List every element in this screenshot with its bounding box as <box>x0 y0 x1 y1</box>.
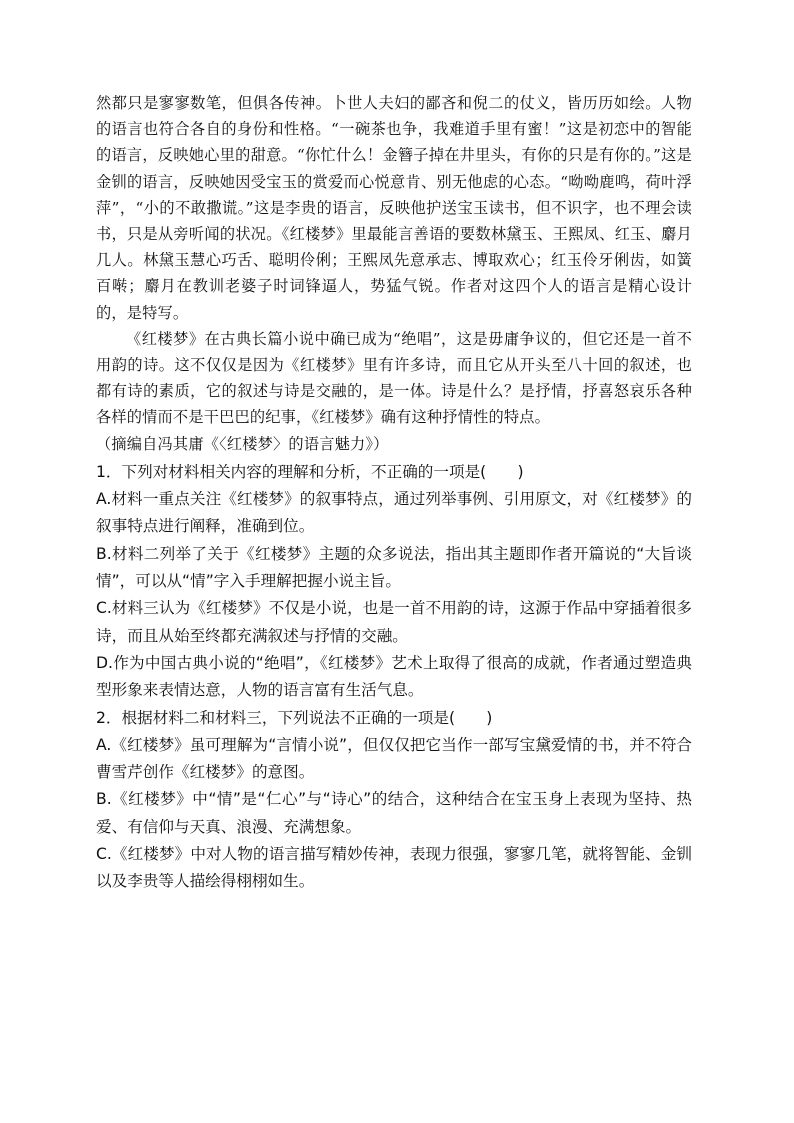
question-2 <box>96 705 692 896</box>
question-1 <box>96 459 692 705</box>
question-list <box>96 459 692 896</box>
reading-passage <box>96 90 692 457</box>
question-2-option-b: B.《红楼梦》中“情”是“仁心”与“诗心”的结合，这种结合在宝玉身上表现为坚持、热爱、有信仰与天真、浪漫、充满想象。 <box>96 790 692 836</box>
question-1-option-a: A.材料一重点关注《红楼梦》的叙事特点，通过列举事例、引用原文，对《红楼梦》的叙事特点进行阐释，准确到位。 <box>96 490 692 536</box>
question-1-option-c: C.材料三认为《红楼梦》不仅是小说，也是一首不用韵的诗，这源于作品中穿插着很多诗，而且从始至终都充满叙述与抒情的交融。 <box>96 599 692 645</box>
question-1-option-d: D.作为中国古典小说的“绝唱”，《红楼梦》艺术上取得了很高的成就，作者通过塑造典型形象来表情达意，人物的语言富有生活气息。 <box>96 653 692 700</box>
passage-paragraph-2: 《红楼梦》在古典长篇小说中确已成为“绝唱”，这是毋庸争议的，但它还是一首不用韵的诗。这不仅仅是因为《红楼梦》里有许多诗，而且它从开头至八十回的叙述，也都有诗的素质，它的叙述与诗是交融的，是一体。诗是什么？是抒情，抒喜怒哀乐各种各样的情而不是干巴巴的纪事，《红楼梦》确有这种抒情性的特点。 <box>96 329 692 427</box>
passage-paragraph-1: 然都只是寥寥数笔，但俱各传神。卜世人夫妇的鄙吝和倪二的仗义，皆历历如绘。人物的语言也符合各自的身份和性格。“一碗茶也争，我难道手里有蜜！”这是初恋中的智能的语言，反映她心里的甜意。“你忙什么！金簪子掉在井里头，有你的只是有你的。”这是金钏的语言，反映她因受宝玉的赏爱而心悦意肯、别无他虑的心态。“呦呦鹿鸣，荷叶浮萍”，“小的不敢撒谎。”这是李贵的语言，反映他护送宝玉读书，但不识字，也不理会读书，只是从旁听闻的状况。《红楼梦》里最能言善语的要数林黛玉、王熙凤、红玉、麝月几人。林黛玉慧心巧舌、聪明伶俐；王熙凤先意承志、博取欢心；红玉伶牙俐齿，如簧百啭；麝月在教训老婆子时词锋逼人，势猛气锐。作者对这四个人的语言是精心设计的，是特写。 <box>96 94 692 322</box>
question-2-stem: 2．根据材料二和材料三，下列说法不正确的一项是( ) <box>96 708 493 727</box>
document-page <box>96 90 692 896</box>
question-1-option-b: B.材料二列举了关于《红楼梦》主题的众多说法，指出其主题即作者开篇说的“大旨谈情”，可以从“情”字入手理解把握小说主旨。 <box>96 544 692 591</box>
passage-source-citation: （摘编自冯其庸《〈红楼梦〉的语言魅力》） <box>96 434 389 453</box>
question-1-stem: 1．下列对材料相关内容的理解和分析，不正确的一项是( ) <box>96 462 524 481</box>
question-2-option-c: C.《红楼梦》中对人物的语言描写精妙传神，表现力很强，寥寥几笔，就将智能、金钏以及李贵等人描绘得栩栩如生。 <box>96 845 692 891</box>
question-2-option-a: A.《红楼梦》虽可理解为“言情小说”，但仅仅把它当作一部写宝黛爱情的书，并不符合曹雪芹创作《红楼梦》的意图。 <box>96 735 692 782</box>
